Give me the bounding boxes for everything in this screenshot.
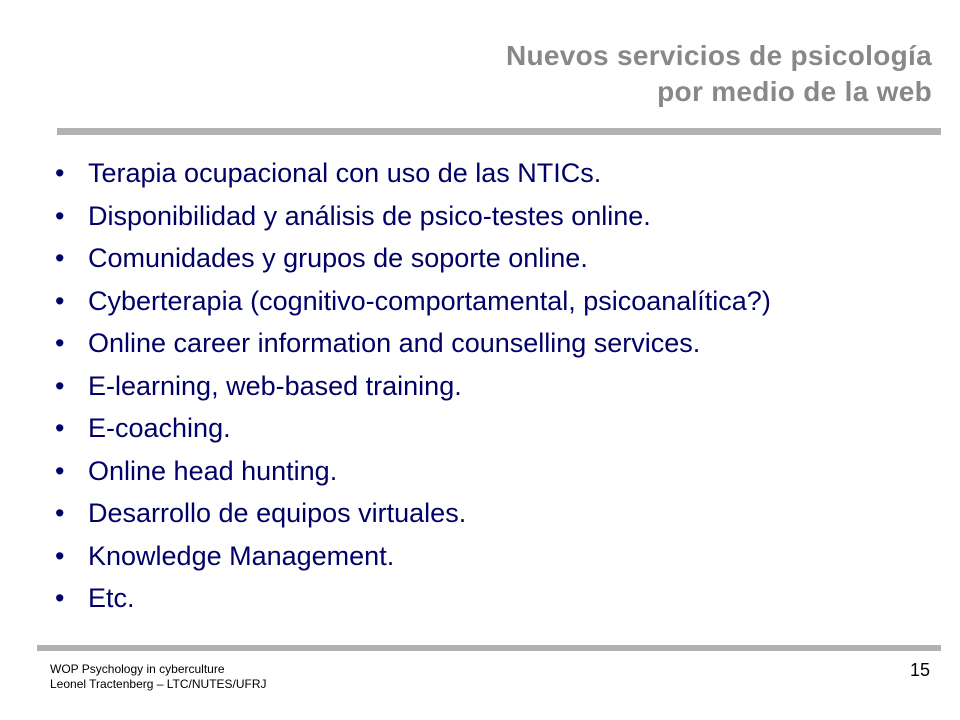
bullet-text: Comunidades y grupos de soporte online.	[88, 243, 588, 273]
slide-title	[506, 38, 932, 110]
bullet-text: Cyberterapia (cognitivo-comportamental, psicoanalítica?)	[88, 285, 771, 316]
bullet-item	[50, 407, 771, 450]
slide-title-line-2: por medio de la web	[657, 76, 932, 107]
page-number: 15	[909, 660, 930, 680]
bullet-dot-icon: •	[55, 328, 65, 358]
bullet-dot-icon: •	[55, 200, 65, 231]
bullet-text: Terapia ocupacional con uso de las NTICs.	[88, 158, 602, 188]
bullet-dot-icon: •	[55, 413, 65, 443]
bullet-dot-icon: •	[55, 158, 65, 188]
bullet-item	[50, 365, 771, 408]
bullet-text: Online career information and counselling services.	[88, 328, 701, 358]
bullet-item	[50, 280, 771, 323]
bullet-dot-icon: •	[55, 583, 65, 613]
slide-footer	[50, 662, 267, 692]
bullet-text: Etc.	[88, 583, 135, 613]
bullet-dot-icon: •	[55, 498, 65, 528]
bullet-dot-icon: •	[55, 243, 65, 273]
slide-title-line-1: Nuevos servicios de psicología	[505, 40, 932, 71]
title-divider	[57, 128, 941, 135]
bullet-item	[50, 152, 771, 195]
bullet-item	[50, 492, 771, 535]
bullet-item	[50, 577, 771, 620]
bullet-item	[50, 535, 771, 578]
bullet-text: E-coaching.	[88, 413, 231, 443]
bullet-text: Online head hunting.	[88, 455, 338, 486]
bullet-dot-icon: •	[55, 285, 65, 316]
bullet-text: Knowledge Management.	[88, 540, 395, 571]
bullet-dot-icon: •	[55, 455, 65, 486]
bullet-item	[50, 237, 771, 280]
footer-divider	[37, 645, 941, 651]
bullet-dot-icon: •	[55, 370, 65, 401]
footer-line-1: WOP Psychology in cyberculture	[50, 662, 225, 676]
bullet-text: Desarrollo de equipos virtuales.	[88, 498, 467, 528]
bullet-text: Disponibilidad y análisis de psico-testes online.	[88, 200, 651, 231]
bullet-item	[50, 195, 771, 238]
bullet-dot-icon: •	[55, 540, 65, 571]
bullet-item	[50, 450, 771, 493]
bullet-text: E-learning, web-based training.	[88, 370, 462, 401]
bullet-list	[50, 152, 771, 620]
bullet-item	[50, 322, 771, 365]
footer-line-2: Leonel Tractenberg – LTC/NUTES/UFRJ	[50, 677, 267, 691]
